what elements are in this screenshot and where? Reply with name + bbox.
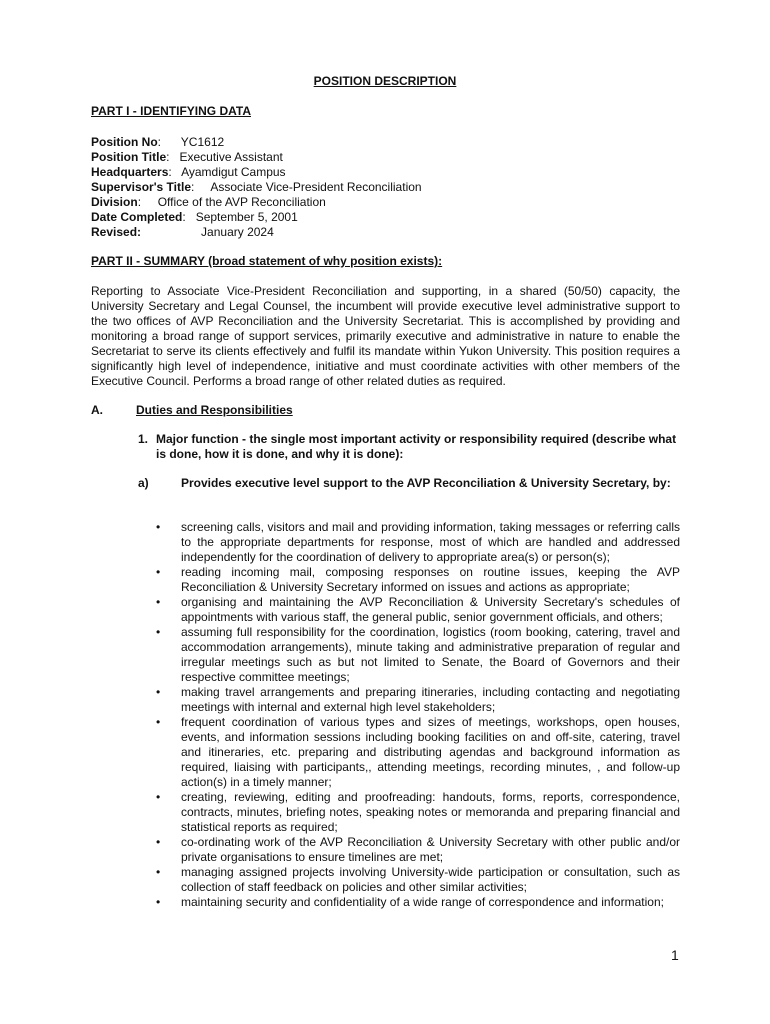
id-row-date-completed: Date Completed: September 5, 2001	[91, 210, 298, 224]
list-item: • screening calls, visitors and mail and providing information, taking messages or referring calls to the appropriate departments for response, most of which are handled and addressed independently for the coordination of delivery to appropriate area(s) or person(s);	[156, 520, 680, 564]
bullet-icon: •	[156, 790, 161, 804]
section-title: Duties and Responsibilities	[136, 403, 293, 417]
sub-item-text: Provides executive level support to the AVP Reconciliation & University Secretary, by:	[181, 476, 671, 490]
bullet-icon: •	[156, 625, 161, 639]
page-number: 1	[671, 947, 679, 963]
id-row-headquarters: Headquarters: Ayamdigut Campus	[91, 165, 286, 179]
list-item: • frequent coordination of various types and sizes of meetings, workshops, open houses, events, and information sessions including booking facilities on and off-site, catering, travel and itineraries, etc. preparing and distributing agendas and background information as required, liaising with participants,, attending meetings, recording minutes, , and follow-up action(s) in a timely manner;	[156, 715, 680, 789]
id-row-position-no: Position No: YC1612	[91, 135, 225, 149]
list-item: • maintaining security and confidentiality of a wide range of correspondence and information;	[156, 895, 664, 909]
section-letter: A.	[91, 403, 103, 417]
summary-paragraph: Reporting to Associate Vice-President Reconciliation and supporting, in a shared (50/50) capacity, the University Secretary and Legal Counsel, the incumbent will provide executive level administrative support to the two offices of AVP Reconciliation and the University Secretariat. This is accomplished by providing and monitoring a broad range of support services, primarily executive and administrative in nature to enable the Secretariat to serve its clients effectively and fulfil its mandate within Yukon University. This position requires a significantly high level of independence, initiative and must coordinate activities with other members of the Executive Council. Performs a broad range of other related duties as required.	[91, 284, 680, 388]
part2-heading: PART II - SUMMARY (broad statement of why position exists):	[91, 254, 443, 268]
id-row-supervisors-title: Supervisor's Title: Associate Vice-President Reconciliation	[91, 180, 422, 194]
list-item: • organising and maintaining the AVP Reconciliation & University Secretary's schedules of appointments with various staff, the general public, senior government officials, and others;	[156, 595, 680, 624]
list-item: • creating, reviewing, editing and proofreading: handouts, forms, reports, correspondence, contracts, minutes, briefing notes, speaking notes or memoranda and preparing financial and statistical reports as required;	[156, 790, 680, 834]
major-function	[138, 432, 680, 462]
bullet-icon: •	[156, 715, 161, 729]
major-function-text: Major function - the single most important activity or responsibility required (describe what is done, how it is done, and why it is done):	[156, 432, 677, 461]
bullet-icon: •	[156, 595, 161, 609]
bullet-icon: •	[156, 565, 161, 579]
bullet-icon: •	[156, 865, 161, 879]
part1-heading: PART I - IDENTIFYING DATA	[91, 104, 251, 118]
major-function-number: 1.	[138, 432, 149, 446]
id-row-position-title: Position Title: Executive Assistant	[91, 150, 283, 164]
bullet-icon: •	[156, 895, 161, 909]
list-item: • managing assigned projects involving University-wide participation or consultation, such as collection of staff feedback on policies and other similar activities;	[156, 865, 680, 894]
list-item: • co-ordinating work of the AVP Reconciliation & University Secretary with other public and/or private organisations to ensure timelines are met;	[156, 835, 680, 864]
sub-item-letter: a)	[138, 476, 149, 490]
duties-list	[138, 520, 680, 910]
identifying-data	[91, 135, 422, 240]
id-row-revised: Revised: January 2024	[91, 225, 274, 239]
list-item: • reading incoming mail, composing responses on routine issues, keeping the AVP Reconciliation & University Secretary informed on issues and actions as appropriate;	[156, 565, 680, 594]
list-item: • assuming full responsibility for the coordination, logistics (room booking, catering, travel and accommodation arrangements), minute taking and administrative preparation of regular and irregular meetings such as but not limited to Senate, the Board of Governors and their respective committee meetings;	[156, 625, 680, 684]
bullet-icon: •	[156, 835, 161, 849]
list-item: • making travel arrangements and preparing itineraries, including contacting and negotiating meetings with internal and external high level stakeholders;	[156, 685, 680, 714]
id-row-division: Division: Office of the AVP Reconciliation	[91, 195, 326, 209]
sub-item-a	[138, 476, 680, 491]
document-title: POSITION DESCRIPTION	[313, 74, 457, 88]
bullet-icon: •	[156, 685, 161, 699]
bullet-icon: •	[156, 520, 161, 534]
